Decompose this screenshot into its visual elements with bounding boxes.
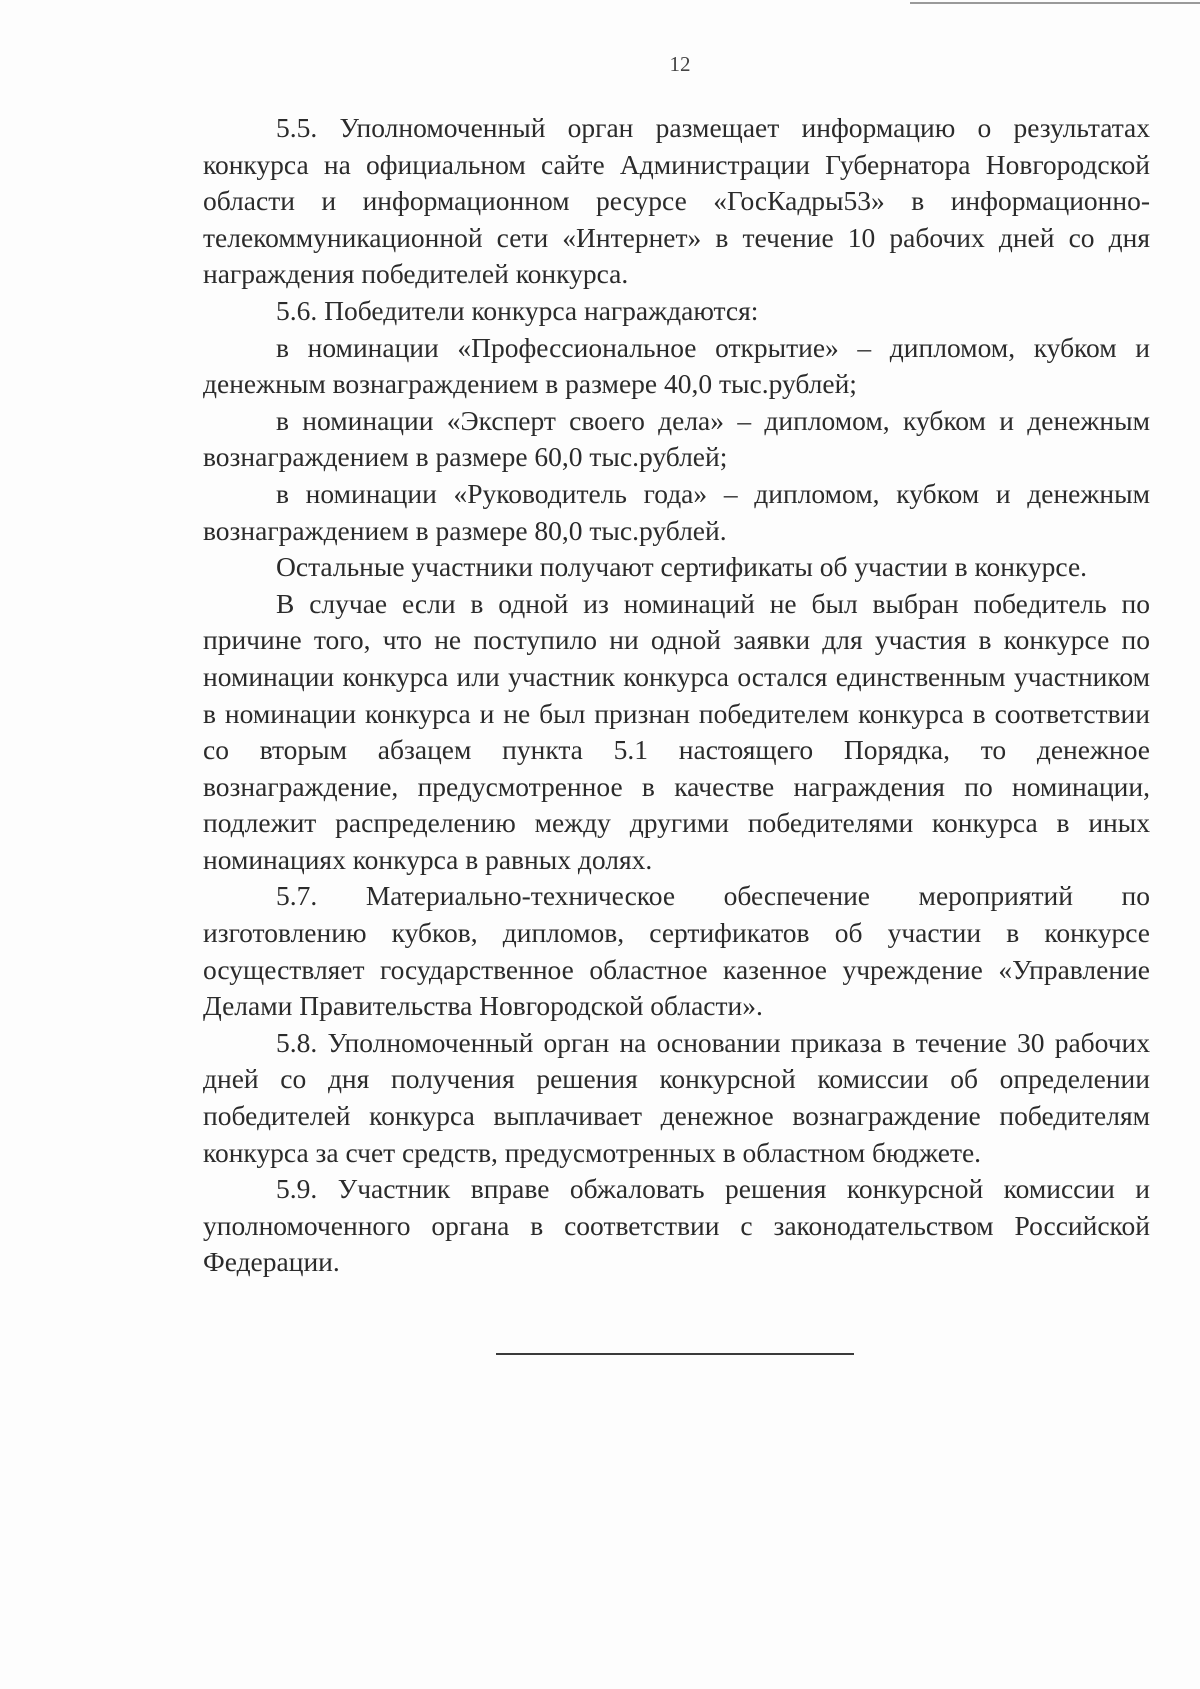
paragraph-5-9: 5.9. Участник вправе обжаловать решения конкурсной комиссии и уполномоченного органа в соответствии с законодательством Российской Федерации. — [203, 1173, 1150, 1278]
paragraph-nomination-professional-discovery: в номинации «Профессиональное открытие» – дипломом, кубком и денежным вознаграждением в размере 40,0 тыс.рублей; — [203, 331, 1150, 400]
paragraph-other-participants: Остальные участники получают сертификаты об участии в конкурсе. — [276, 551, 1088, 583]
paragraph-5-8: 5.8. Уполномоченный орган на основании приказа в течение 30 рабочих дней со дня получения решения конкурсной комиссии об определении победителей конкурса выплачивает денежное вознаграждение победителям конкурса за счет средств, предусмотренных в областном бюджете. — [203, 1026, 1150, 1168]
page-number: 12 — [669, 52, 691, 76]
end-of-document-rule — [496, 1353, 854, 1355]
paragraph-nomination-leader-of-year: в номинации «Руководитель года» – дипломом, кубком и денежным вознаграждением в размере 80,0 тыс.рублей. — [203, 477, 1150, 546]
paragraph-5-7: 5.7. Материально-техническое обеспечение мероприятий по изготовлению кубков, дипломов, сертификатов об участии в конкурсе осуществляет государственное областное казенное учреждение «Управление Делами Правительства Новгородской области». — [203, 880, 1150, 1022]
document-body — [203, 110, 1150, 1281]
paragraph-nomination-expert: в номинации «Эксперт своего дела» – дипломом, кубком и денежным вознаграждением в размере 60,0 тыс.рублей; — [203, 404, 1150, 473]
paragraph-5-5: 5.5. Уполномоченный орган размещает информацию о результатах конкурса на официальном сайте Администрации Губернатора Новгородской области и информационном ресурсе «ГосКадры53» в информационно-телекоммуникационной сети «Интернет» в течение 10 рабочих дней со дня награждения победителей конкурса. — [203, 112, 1150, 290]
scan-edge-line — [910, 2, 1200, 4]
paragraph-no-winner-case: В случае если в одной из номинаций не был выбран победитель по причине того, что не поступило ни одной заявки для участия в конкурсе по номинации конкурса или участник конкурса остался единственным участником в номинации конкурса и не был признан победителем конкурса в соответствии со вторым абзацем пункта 5.1 настоящего Порядка, то денежное вознаграждение, предусмотренное в качестве награждения по номинации, подлежит распределению между другими победителями конкурса в иных номинациях конкурса в равных долях. — [203, 587, 1150, 875]
paragraph-5-6: 5.6. Победители конкурса награждаются: — [276, 294, 759, 326]
